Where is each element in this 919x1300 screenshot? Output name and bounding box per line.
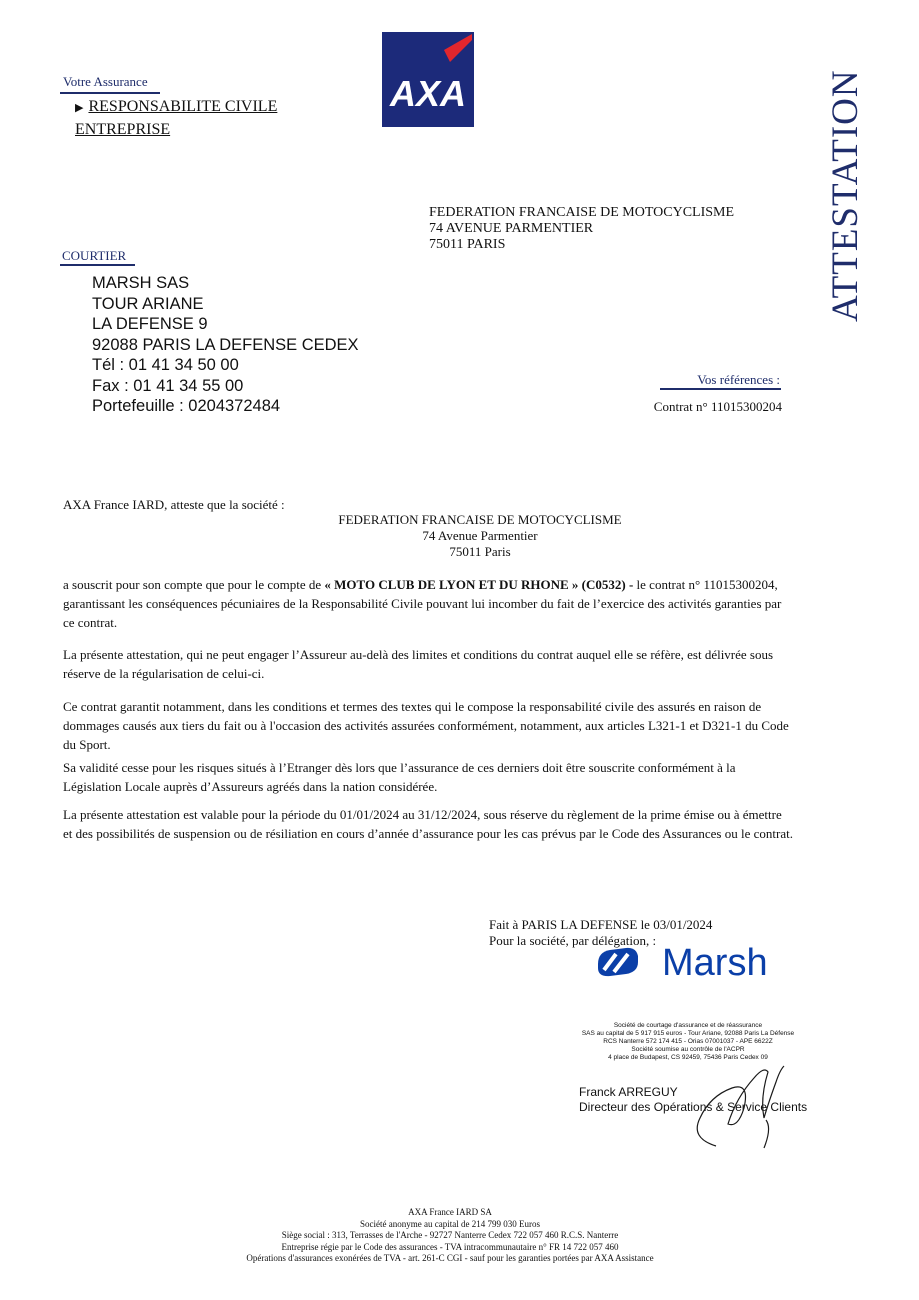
- contract-number: Contrat n° 11015300204: [653, 399, 782, 414]
- paragraph-subscription-end: le contrat n° 11015300204, garantissant les conséquences pécuniaires de la Responsabilité Civile pouvant lui incomber du fait de l’exercice des activités garanties par ce contrat.: [63, 577, 782, 630]
- axa-logo-text: AXA: [389, 73, 467, 114]
- recipient-line2: 74 AVENUE PARMENTIER: [429, 221, 594, 236]
- marsh-info-line4: Société soumise au contrôle de l'ACPR: [631, 1046, 745, 1053]
- courtier-fax: Fax : 01 41 34 55 00: [92, 376, 244, 395]
- signature-graphic: [680, 1058, 830, 1153]
- triangle-right-icon: ▶: [75, 102, 84, 114]
- recipient-address: [429, 205, 734, 253]
- club-name: « MOTO CLUB DE LYON ET DU RHONE » (C0532) -: [324, 577, 634, 592]
- courtier-portefeuille: Portefeuille : 0204372484: [92, 397, 281, 415]
- paragraph-subscription: [63, 575, 793, 632]
- paragraph-validity-abroad: Sa validité cesse pour les risques situés à l’Etranger dès lors que l’assurance de ces derniers doit être souscrite conformément à la Législation Locale auprès d’Assureurs agréés dans la nation considérée.: [63, 760, 736, 794]
- references-label: Vos références :: [697, 372, 780, 387]
- marsh-info-line5: 4 place de Budapest, CS 92459, 75436 Paris Cedex 09: [608, 1054, 768, 1061]
- assurance-product: [75, 96, 335, 140]
- courtier-address1: TOUR ARIANE: [92, 294, 204, 313]
- courtier-underline-rule: [60, 264, 135, 266]
- marsh-logo-text: Marsh: [662, 942, 768, 982]
- courtier-tel: Tél : 01 41 34 50 00: [92, 356, 239, 374]
- references-underline-rule: [660, 388, 781, 390]
- intro-text: AXA France IARD, atteste que la société :: [63, 497, 285, 512]
- assurance-underline-rule: [60, 92, 160, 94]
- courtier-label: COURTIER: [62, 248, 127, 263]
- paragraph-guarantee: Ce contrat garantit notamment, dans les conditions et termes des textes qui le compose la responsabilité civile des assurés en raison de dommages causés aux tiers du fait ou à l'occasion des activités assurées conformément, notamment, aux articles L321-1 et D321-1 du Code du Sport.: [63, 699, 789, 752]
- courtier-name: MARSH SAS: [92, 274, 190, 292]
- delegation-text: Pour la société, par délégation, :: [489, 933, 657, 948]
- recipient-line3: 75011 PARIS: [429, 237, 506, 252]
- assurance-label: Votre Assurance: [63, 74, 148, 89]
- marsh-logo: [596, 940, 796, 982]
- footer-line5: Opérations d'assurances exonérées de TVA - art. 261-C CGI - sauf pour les garanties portées par AXA Assistance: [246, 1253, 654, 1263]
- footer-line1: AXA France IARD SA: [408, 1207, 492, 1217]
- paragraph-subscription-start: a souscrit pour son compte que pour le compte de: [63, 577, 325, 592]
- company-line3: 75011 Paris: [449, 544, 511, 559]
- courtier-address3: 92088 PARIS LA DEFENSE CEDEX: [92, 335, 359, 354]
- assurance-product-line2: ENTREPRISE: [75, 121, 171, 138]
- courtier-address2: LA DEFENSE 9: [92, 315, 208, 333]
- company-line1: FEDERATION FRANCAISE DE MOTOCYCLISME: [338, 512, 622, 527]
- axa-logo: [382, 32, 474, 127]
- footer-line2: Société anonyme au capital de 214 799 030 Euros: [360, 1218, 540, 1229]
- paragraph-limits: La présente attestation, qui ne peut engager l’Assureur au-delà des limites et conditions du contrat auquel elle se réfère, est délivrée sous réserve de la régularisation de celui-ci.: [63, 647, 774, 681]
- marsh-info-line3: RCS Nanterre 572 174 415 - Orias 07001037 - APE 6622Z: [603, 1038, 773, 1045]
- handwritten-signature: [680, 1058, 830, 1153]
- paragraph-period: La présente attestation est valable pour la période du 01/01/2024 au 31/12/2024, sous réserve du règlement de la prime émise ou à émettre et des possibilités de suspension ou de résiliation en cours d’année d’assurance pour les cas prévus par le Code des Assurances ou le contrat.: [63, 807, 793, 841]
- signer-name: Franck ARREGUY: [579, 1085, 678, 1099]
- place-date: Fait à PARIS LA DEFENSE le 03/01/2024: [489, 917, 713, 932]
- axa-logo-graphic: [382, 32, 474, 127]
- marsh-legal-info: [548, 1022, 828, 1062]
- marsh-logo-graphic: [596, 940, 796, 982]
- company-line2: 74 Avenue Parmentier: [422, 528, 538, 543]
- attestation-title: ATTESTATION: [825, 69, 866, 322]
- footer-line4: Entreprise régie par le Code des assurances - TVA intracommunautaire n° FR 14 722 057 460: [281, 1241, 619, 1252]
- signer-title: Directeur des Opérations & Service Clients: [579, 1100, 808, 1114]
- marsh-info-line1: Société de courtage d'assurance et de réassurance: [613, 1022, 763, 1029]
- marsh-info-line2: SAS au capital de 5 917 915 euros - Tour Ariane, 92088 Paris La Défense: [581, 1030, 795, 1037]
- assurance-product-line1: RESPONSABILITE CIVILE: [88, 98, 278, 115]
- legal-footer: [120, 1207, 780, 1265]
- footer-line3: Siège social : 313, Terrasses de l'Arche - 92727 Nanterre Cedex 722 057 460 R.C.S. Nanterre: [281, 1230, 619, 1240]
- courtier-block: [92, 273, 359, 417]
- insured-company-address: [230, 512, 730, 560]
- recipient-line1: FEDERATION FRANCAISE DE MOTOCYCLISME: [429, 205, 735, 220]
